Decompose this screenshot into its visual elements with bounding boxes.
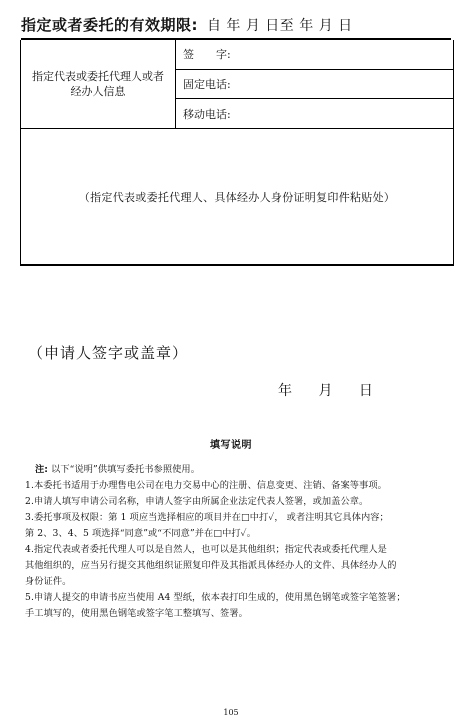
note-line: 2.申请人填写申请公司名称，申请人签字由所属企业法定代表人签署，或加盖公章。 (25, 496, 369, 507)
landline-phone-field[interactable]: 固定电话: (176, 69, 453, 99)
agent-table (20, 40, 454, 266)
note-line: 1.本委托书适用于办理售电公司在电力交易中心的注册、信息变更、注销、备案等事项。 (25, 480, 387, 491)
sign-month: 月 (318, 383, 333, 399)
notes-lead-label: 注: (35, 464, 49, 475)
validity-label: 指定或者委托的有效期限: (21, 16, 198, 34)
id-copy-paste-area: （指定代表或委托代理人、具体经办人身份证明复印件粘贴处） (21, 129, 453, 265)
sign-year: 年 (278, 383, 292, 399)
mobile-phone-field[interactable]: 移动电话: (176, 98, 453, 128)
notes-body (25, 462, 445, 622)
note-line: 5.申请人提交的申请书应当使用 A4 型纸，依本表打印生成的，使用黑色钢笔或签字笔签署； (25, 592, 406, 603)
note-line: 身份证件。 (25, 576, 72, 587)
note-line: 3.委托事项及权限：第 1 项应当选择相应的项目并在□中打✓， 或者注明其它具体内容； (25, 512, 389, 523)
note-line: 4.指定代表或者委托代理人可以是自然人，也可以是其他组织；指定代表或委托代理人是 (25, 544, 387, 555)
agent-info-label: 指定代表或委托代理人或者经办人信息 (21, 40, 176, 128)
notes-lead (25, 462, 445, 478)
notes-lead-text: 以下“说明”供填写委托书参照使用。 (51, 464, 200, 475)
notes-title: 填写说明 (210, 440, 252, 451)
page-number: 105 (223, 708, 239, 717)
validity-date: 自 年 月 日至 年 月 日 (206, 18, 353, 34)
validity-period (21, 14, 451, 40)
signature-field[interactable]: 签 字: (183, 48, 231, 62)
agent-info-row (21, 40, 453, 129)
note-line: 第 2、3、4、5 项选择“同意”或“不同意”并在□中打✓。 (25, 528, 256, 539)
note-line: 其他组织的，应当另行提交其他组织证照复印件及其指派具体经办人的文件、具体经办人的 (25, 560, 397, 571)
sign-day: 日 (358, 383, 373, 399)
signature-date (278, 380, 395, 400)
note-line: 手工填写的，使用黑色钢笔或签字笔工整填写、签署。 (25, 608, 248, 619)
agent-fields (176, 40, 453, 128)
applicant-signature-label: （申请人签字或盖章） (28, 344, 189, 362)
